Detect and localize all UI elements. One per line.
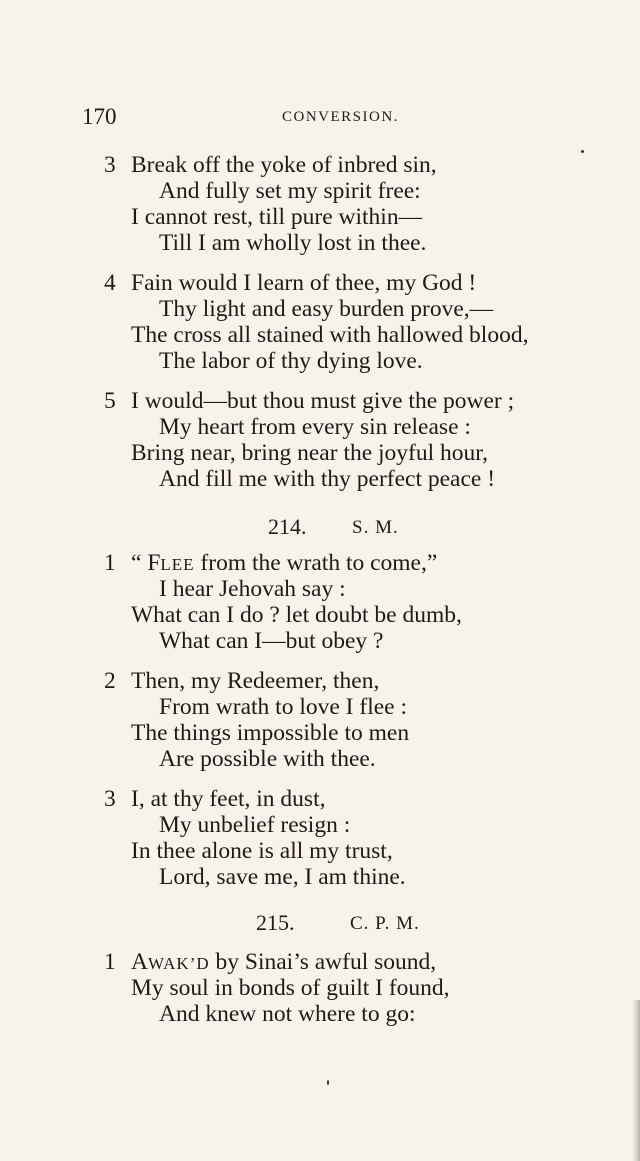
verse-line-rest: from the wrath to come,”: [194, 550, 438, 576]
hymn-meter: S. M.: [352, 517, 399, 538]
stanza-number: 3: [104, 152, 116, 178]
verse-line: Are possible with thee.: [159, 746, 376, 772]
verse-line: My soul in bonds of guilt I found,: [131, 975, 450, 1001]
verse-line: I cannot rest, till pure within—: [131, 204, 423, 230]
verse-line: The things impossible to men: [131, 720, 410, 746]
verse-line: The labor of thy dying love.: [159, 348, 423, 374]
verse-line: What can I—but obey ?: [159, 628, 384, 654]
running-title: CONVERSION.: [282, 109, 399, 125]
verse-line: Break off the yoke of inbred sin,: [131, 152, 437, 178]
verse-line: And fully set my spirit free:: [159, 178, 421, 204]
ink-speck: [581, 150, 584, 153]
verse-line: [131, 951, 436, 975]
verse-line: What can I do ? let doubt be dumb,: [131, 602, 462, 628]
verse-line: My unbelief resign :: [159, 812, 351, 838]
verse-line: In thee alone is all my trust,: [131, 838, 393, 864]
verse-line: Fain would I learn of thee, my God !: [131, 270, 477, 296]
verse-line: From wrath to love I flee :: [159, 694, 407, 720]
hymn-number: 214.: [268, 514, 307, 539]
verse-line: And fill me with thy perfect peace !: [159, 466, 496, 492]
verse-line: Till I am wholly lost in thee.: [159, 230, 427, 256]
verse-line: And knew not where to go:: [159, 1001, 416, 1027]
page-edge-shadow: [632, 1000, 640, 1161]
stanza-number: 2: [104, 668, 116, 694]
verse-line: I hear Jehovah say :: [159, 576, 346, 602]
verse-line: Then, my Redeemer, then,: [131, 668, 380, 694]
hymn-number: 215.: [256, 910, 295, 935]
verse-line-rest: by Sinai’s awful sound,: [209, 949, 437, 975]
stanza-number: 5: [104, 388, 116, 414]
page-number: 170: [82, 104, 117, 129]
page-header: [82, 104, 402, 130]
verse-line: The cross all stained with hallowed blood,: [131, 322, 529, 348]
verse-line: Bring near, bring near the joyful hour,: [131, 440, 489, 466]
stanza-number: 1: [104, 550, 116, 576]
hymn-meter: C. P. M.: [350, 913, 420, 934]
verse-line: My heart from every sin release :: [159, 414, 471, 440]
ink-speck: [327, 1080, 329, 1085]
small-caps-word: WAK’D: [147, 954, 210, 973]
small-caps-word: LEE: [160, 555, 195, 574]
verse-line: [131, 552, 437, 576]
initial-capital: A: [131, 949, 148, 975]
verse-line: I would—but thou must give the power ;: [131, 388, 515, 414]
stanza-number: 1: [104, 949, 116, 975]
verse-line: Thy light and easy burden prove,—: [159, 296, 494, 322]
opening-quote: “: [131, 550, 148, 576]
stanza-number: 4: [104, 270, 116, 296]
initial-capital: F: [147, 550, 161, 576]
stanza-number: 3: [104, 786, 116, 812]
verse-line: Lord, save me, I am thine.: [159, 864, 406, 890]
verse-line: I, at thy feet, in dust,: [131, 786, 326, 812]
